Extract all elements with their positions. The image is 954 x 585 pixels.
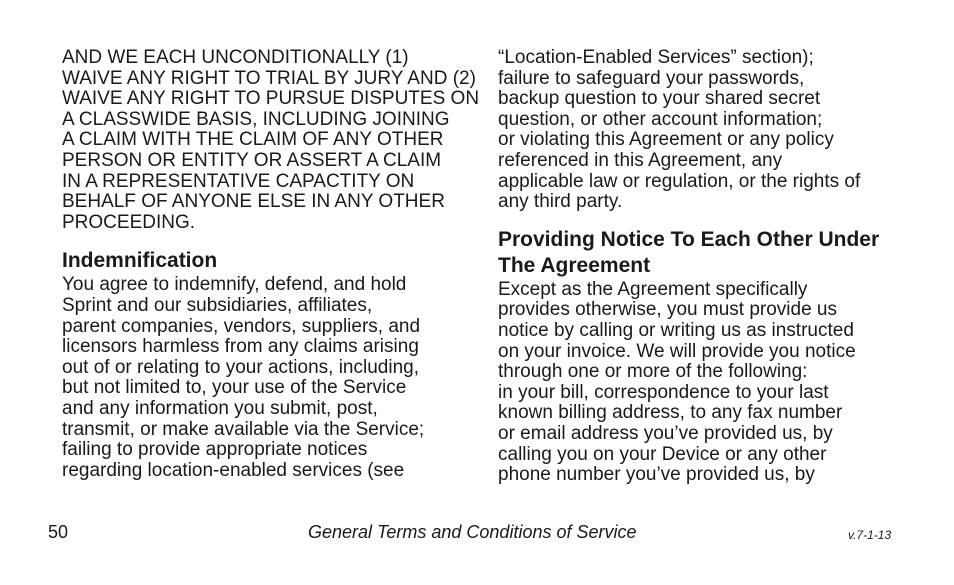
text-line: referenced in this Agreement, any [498, 149, 783, 171]
text-line: licensors harmless from any claims arising [62, 336, 419, 358]
indemnification-heading: Indemnification [62, 249, 218, 273]
text-line: applicable law or regulation, or the rights of [498, 170, 861, 192]
text-line: on your invoice. We will provide you notice [498, 340, 856, 362]
text-line: transmit, or make available via the Service; [62, 418, 425, 440]
indemnification-paragraph [62, 275, 472, 481]
notice-paragraph [498, 280, 913, 486]
text-line: WAIVE ANY RIGHT TO TRIAL BY JURY AND (2) [62, 67, 476, 89]
text-line: “Location-Enabled Services” section); [498, 47, 814, 68]
text-line: notice by calling or writing us as instructed [498, 319, 854, 341]
text-line: The Agreement [498, 253, 651, 277]
text-line: or violating this Agreement or any policy [498, 129, 834, 151]
text-line: or email address you’ve provided us, by [498, 422, 833, 444]
text-line: regarding location-enabled services (see [62, 459, 405, 481]
text-line: IN A REPRESENTATIVE CAPACTITY ON [62, 170, 415, 192]
text-line: PROCEEDING. [62, 211, 196, 233]
indemnification-continued-paragraph [498, 48, 913, 213]
text-line: A CLAIM WITH THE CLAIM OF ANY OTHER [62, 129, 444, 151]
page-number: 50 [48, 522, 69, 542]
text-line: backup question to your shared secret [498, 88, 821, 110]
left-column [62, 47, 480, 481]
text-line: parent companies, vendors, suppliers, and [62, 315, 421, 337]
right-column [498, 48, 913, 486]
text-line: Sprint and our subsidiaries, affiliates, [62, 294, 373, 316]
text-line: through one or more of the following: [498, 361, 808, 383]
text-line: question, or other account information; [498, 108, 823, 130]
text-line: calling you on your Device or any other [498, 443, 827, 465]
text-line: PERSON OR ENTITY OR ASSERT A CLAIM [62, 149, 442, 171]
text-line: out of or relating to your actions, including, [62, 356, 419, 378]
text-line: failure to safeguard your passwords, [498, 67, 805, 89]
text-line: Except as the Agreement specifically [498, 278, 808, 300]
footer-title: General Terms and Conditions of Service [308, 522, 637, 542]
version-label: v.7-1-13 [848, 528, 892, 542]
text-line: You agree to indemnify, defend, and hold [62, 274, 407, 296]
text-line: and any information you submit, post, [62, 397, 378, 419]
waiver-paragraph [62, 47, 480, 233]
text-line: A CLASSWIDE BASIS, INCLUDING JOINING [62, 108, 450, 130]
text-line: Providing Notice To Each Other Under [498, 227, 880, 251]
notice-heading [498, 227, 913, 279]
text-line: any third party. [498, 191, 623, 213]
text-line: but not limited to, your use of the Service [62, 377, 407, 399]
text-line: in your bill, correspondence to your last [498, 381, 829, 403]
text-line: known billing address, to any fax number [498, 402, 843, 424]
page-footer [0, 522, 954, 546]
text-line: WAIVE ANY RIGHT TO PURSUE DISPUTES ON [62, 88, 480, 110]
text-line: AND WE EACH UNCONDITIONALLY (1) [62, 47, 409, 68]
text-line: failing to provide appropriate notices [62, 439, 368, 461]
text-line: provides otherwise, you must provide us [498, 299, 837, 321]
text-line: phone number you’ve provided us, by [498, 464, 815, 486]
text-line: BEHALF OF ANYONE ELSE IN ANY OTHER [62, 191, 445, 213]
